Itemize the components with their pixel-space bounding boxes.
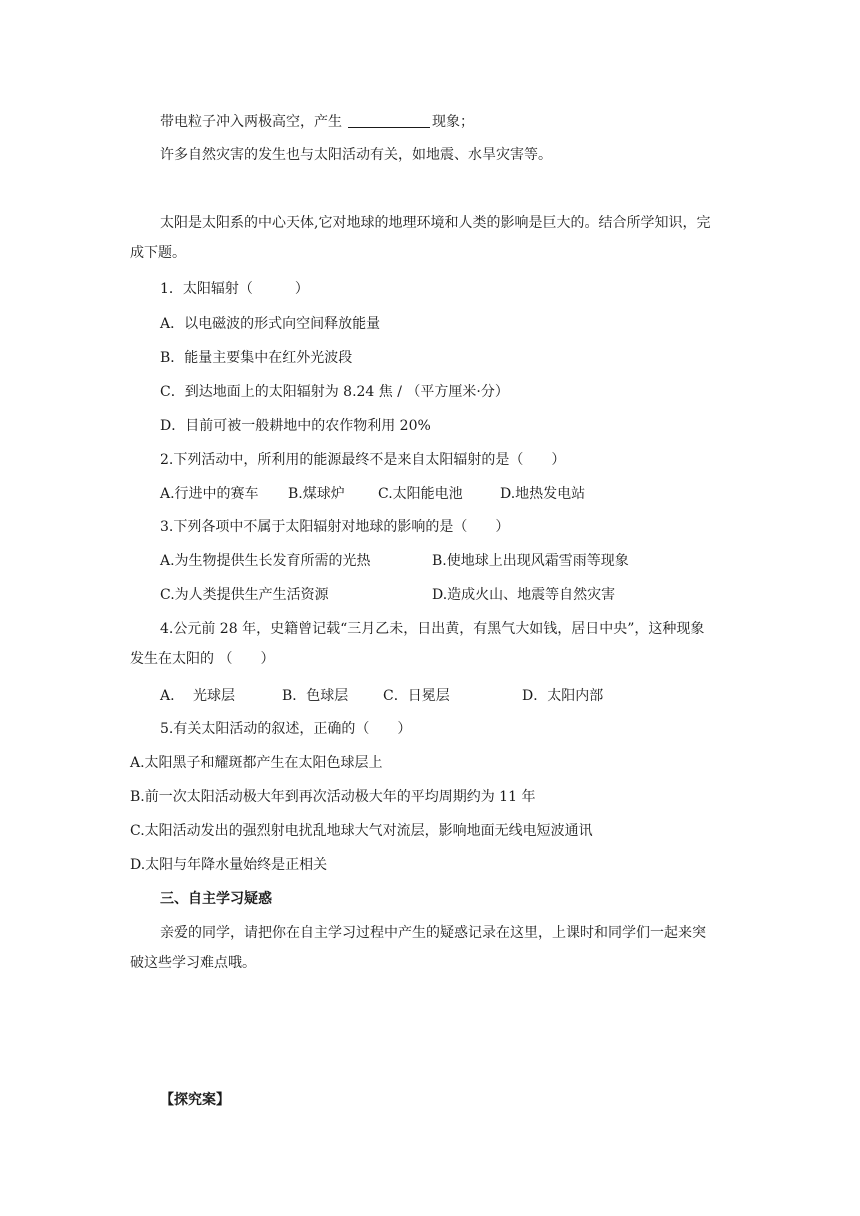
fill-blank-line xyxy=(160,112,474,132)
explore-heading: 【探究案】 xyxy=(160,1092,230,1108)
fill-blank-suffix: 现象； xyxy=(432,114,474,130)
q2-option-d: D.地热发电站 xyxy=(500,486,586,502)
q4-option-b: B．色球层 xyxy=(282,688,349,704)
q2-option-c: C.太阳能电池 xyxy=(378,486,463,502)
section-paragraph-self-study: 亲爱的同学，请把你在自主学习过程中产生的疑惑记录在这里，上课时和同学们一起来突破这些学习难点哦。 xyxy=(130,925,706,971)
q1-option-d: D．目前可被一般耕地中的农作物利用 20% xyxy=(160,418,431,434)
q3-option-a: A.为生物提供生长发育所需的光热 xyxy=(160,553,371,569)
q1-option-b: B．能量主要集中在红外光波段 xyxy=(160,350,353,366)
q4-option-a: A. 光球层 xyxy=(160,688,236,704)
q4-option-c: C．日冕层 xyxy=(383,688,450,704)
q3-option-c: C.为人类提供生产生活资源 xyxy=(160,587,329,603)
q5-stem: 5.有关太阳活动的叙述，正确的（ ） xyxy=(160,721,412,737)
intro-paragraph: 太阳是太阳系的中心天体,它对地球的地理环境和人类的影响是巨大的。结合所学知识，完成下题。 xyxy=(130,215,711,261)
disaster-line: 许多自然灾害的发生也与太阳活动有关，如地震、水旱灾害等。 xyxy=(160,147,552,163)
q1-option-c: C．到达地面上的太阳辐射为 8.24 焦 / （平方厘米·分） xyxy=(160,384,509,400)
q2-option-a: A.行进中的赛车 xyxy=(160,486,259,502)
section-heading-self-study-questions: 三、自主学习疑惑 xyxy=(160,891,272,907)
q1-stem: 1．太阳辐射（ ） xyxy=(160,281,309,297)
q3-option-d: D.造成火山、地震等自然灾害 xyxy=(432,587,616,603)
q3-option-b: B.使地球上出现风霜雪雨等现象 xyxy=(432,553,629,569)
fill-blank-prefix: 带电粒子冲入两极高空，产生 xyxy=(160,114,342,130)
q5-option-a: A.太阳黑子和耀斑都产生在太阳色球层上 xyxy=(130,755,383,771)
q5-option-d: D.太阳与年降水量始终是正相关 xyxy=(130,857,328,873)
q2-option-b: B.煤球炉 xyxy=(288,486,345,502)
q2-stem: 2.下列活动中，所利用的能源最终不是来自太阳辐射的是（ ） xyxy=(160,452,566,468)
q3-stem: 3.下列各项中不属于太阳辐射对地球的影响的是（ ） xyxy=(160,519,510,535)
q5-option-b: B.前一次太阳活动极大年到再次活动极大年的平均周期约为 11 年 xyxy=(130,789,536,805)
q5-option-c: C.太阳活动发出的强烈射电扰乱地球大气对流层，影响地面无线电短波通讯 xyxy=(130,823,593,839)
q4-stem: 4.公元前 28 年，史籍曾记载“三月乙未，日出黄，有黑气大如钱，居日中央”，这种现象发生在太阳的 （ ） xyxy=(130,621,705,667)
answer-blank[interactable] xyxy=(348,113,430,128)
q1-option-a: A．以电磁波的形式向空间释放能量 xyxy=(160,316,381,332)
q4-option-d: D．太阳内部 xyxy=(522,688,604,704)
